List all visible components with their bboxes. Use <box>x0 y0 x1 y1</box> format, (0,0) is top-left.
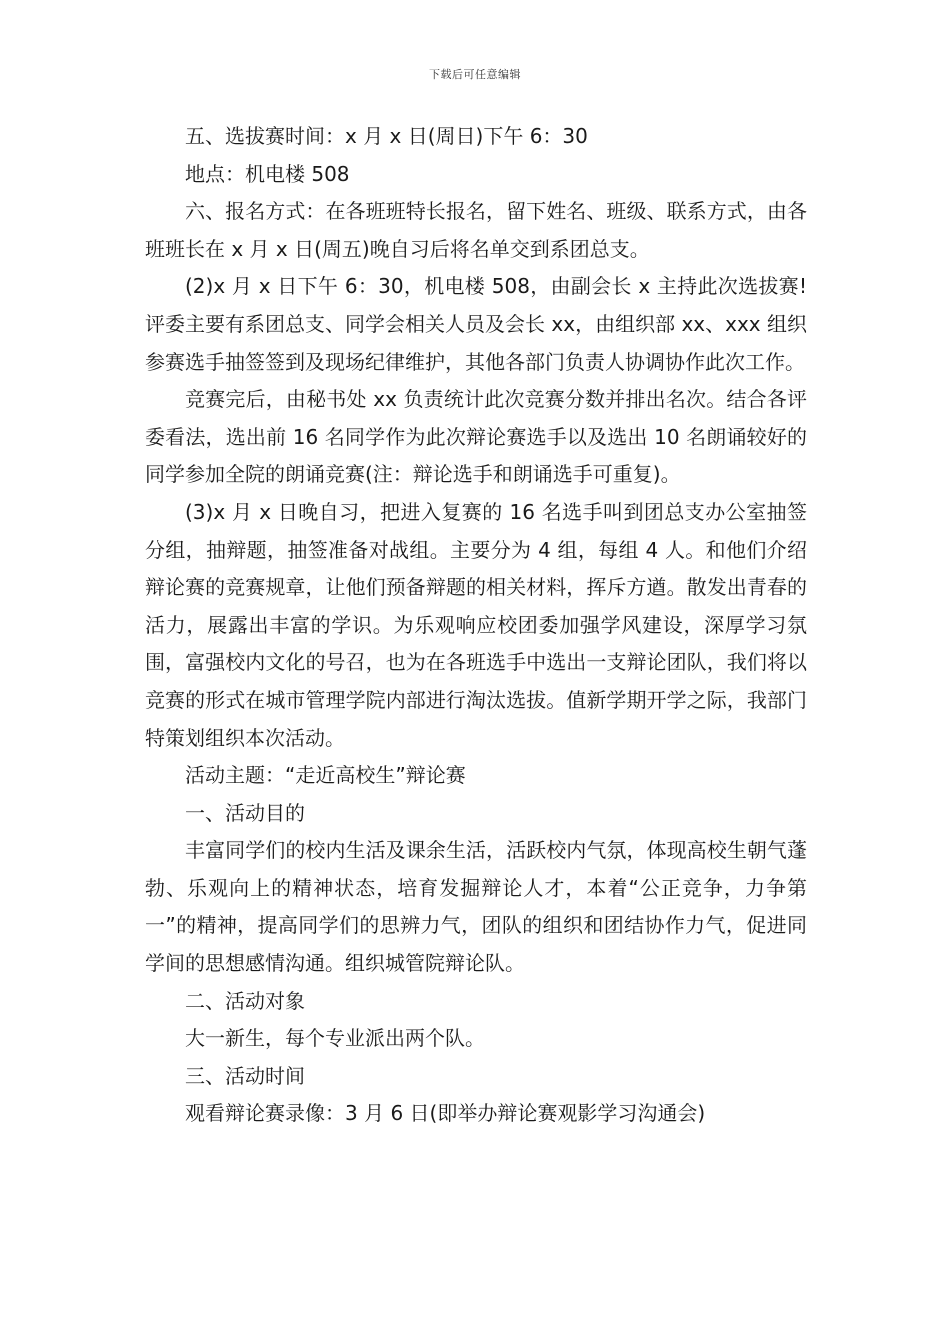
paragraph-selection-time: 五、选拔赛时间：x 月 x 日(周日)下午 6：30 <box>185 124 588 148</box>
paragraph-after-competition: 竞赛完后，由秘书处 xx 负责统计此次竞赛分数并排出名次。结合各评委看法，选出前 16 名同学作为此次辩论赛选手以及选出 10 名朗诵较好的同学参加全院的朗诵竞赛(注：辩论选手和朗诵选手可重复)。 <box>145 387 807 487</box>
heading-activity-purpose: 一、活动目的 <box>185 800 305 825</box>
paragraph-target-body: 大一新生，每个专业派出两个队。 <box>185 1026 485 1051</box>
paragraph-registration: 六、报名方式：在各班班特长报名，留下姓名、班级、联系方式，由各班班长在 x 月 x 日(周五)晚自习后将名单交到系团总支。 <box>145 199 807 261</box>
paragraph-location: 地点：机电楼 508 <box>185 161 350 186</box>
paragraph-activity-theme: 活动主题：“走近高校生”辩论赛 <box>185 763 466 788</box>
paragraph-purpose-body: 丰富同学们的校内生活及课余生活，活跃校内气氛，体现高校生朝气蓬勃、乐观向上的精神状态，培育发掘辩论人才，本着“公正竞争，力争第一”的精神，提高同学们的思辨力气，团队的组织和团结协作力气，促进同学间的思想感情沟通。组织城管院辩论队。 <box>145 838 807 976</box>
page-header-note: 下载后可任意编辑 <box>429 68 521 81</box>
heading-activity-time: 三、活动时间 <box>185 1063 305 1088</box>
document-body <box>145 118 807 1133</box>
heading-activity-target: 二、活动对象 <box>185 988 305 1013</box>
paragraph-step-3: (3)x 月 x 日晚自习，把进入复赛的 16 名选手叫到团总支办公室抽签分组，抽辩题，抽签准备对战组。主要分为 4 组，每组 4 人。和他们介绍辩论赛的竞赛规章，让他们预备辩题的相关材料，挥斥方遒。散发出青春的活力，展露出丰富的学识。为乐观响应校团委加强学风建设，深厚学习氛围，富强校内文化的号召，也为在各班选手中选出一支辩论团队，我们将以竞赛的形式在城市管理学院内部进行淘汰选拔。值新学期开学之际，我部门特策划组织本次活动。 <box>145 499 807 750</box>
paragraph-time-body: 观看辩论赛录像：3 月 6 日(即举办辩论赛观影学习沟通会) <box>185 1101 706 1126</box>
paragraph-step-2: (2)x 月 x 日下午 6：30，机电楼 508，由副会长 x 主持此次选拔赛!评委主要有系团总支、同学会相关人员及会长 xx，由组织部 xx、xxx 组织参赛选手抽签签到及现场纪律维护，其他各部门负责人协调协作此次工作。 <box>145 274 807 374</box>
